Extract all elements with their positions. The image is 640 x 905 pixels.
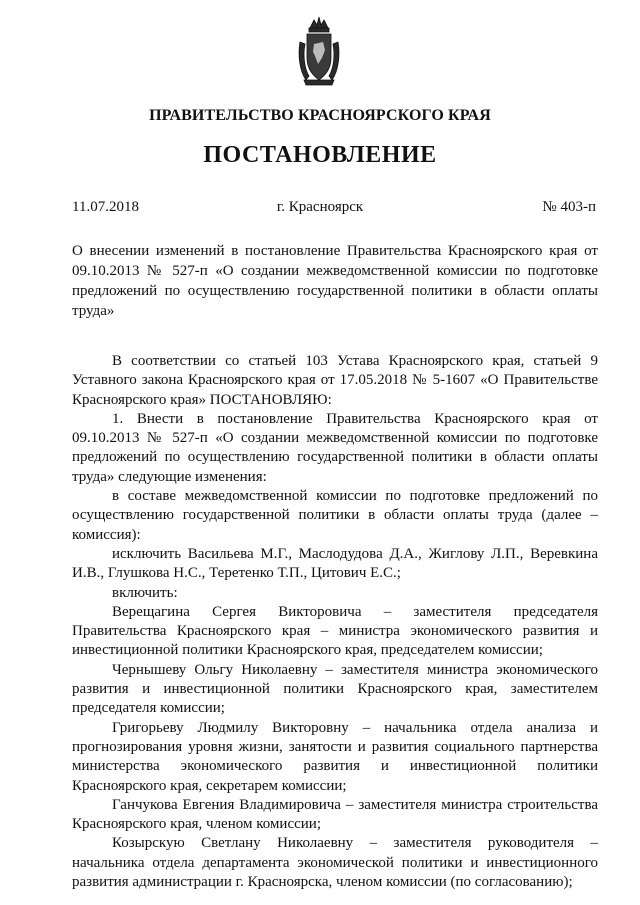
body-paragraph: включить: [112, 584, 178, 601]
document-type-title: ПОСТАНОВЛЕНИЕ [203, 142, 437, 168]
document-city: г. Красноярск [276, 199, 364, 215]
body-paragraph: Григорьеву Людмилу Викторовну – начальника отдела анализа и прогнозирования уровня жизни, занятости и развития социального партнерства министерства экономического развития и инвестиционной политики Красноярского края, секретарем комиссии; [72, 719, 598, 794]
body-paragraph: в составе межведомственной комиссии по подготовке предложений по осуществлению государственной политики в области оплаты труда (далее – комиссия): [72, 488, 598, 543]
body-paragraph: В соответствии со статьей 103 Устава Красноярского края, статьей 9 Уставного закона Красноярского края от 17.05.2018 № 5-1607 «О Правительстве Красноярского края» ПОСТАНОВЛЯЮ: [72, 353, 598, 408]
body-paragraph: 1. Внести в постановление Правительства Красноярского края от 09.10.2013 № 527-п «О создании межведомственной комиссии по подготовке предложений по осуществлению государственной политики в области оплаты труда» следующие изменения: [72, 410, 598, 485]
government-title: ПРАВИТЕЛЬСТВО КРАСНОЯРСКОГО КРАЯ [149, 107, 491, 124]
document-date: 11.07.2018 [72, 199, 139, 215]
document-body [72, 352, 598, 892]
document-subject: О внесении изменений в постановление Правительства Красноярского края от 09.10.2013 № 527-п «О создании межведомственной комиссии по подготовке предложений по осуществлению государственной политики в области оплаты труда» [72, 243, 598, 319]
body-paragraph: Ганчукова Евгения Владимировича – заместителя министра строительства Красноярского края, членом комиссии; [72, 796, 598, 833]
body-paragraph: Верещагина Сергея Викторовича – заместителя председателя Правительства Красноярского края – министра экономического развития и инвестиционной политики Красноярского края, председателем комиссии; [72, 603, 598, 659]
body-paragraph: исключить Васильева М.Г., Маслодудова Д.А., Жиглову Л.П., Веревкина И.В., Глушкова Н.С., Теретенко Т.П., Цитович Е.С.; [72, 545, 598, 582]
document-number: № 403-п [542, 199, 596, 215]
coat-of-arms-emblem [296, 14, 342, 88]
body-paragraph: Козырскую Светлану Николаевну – заместителя руководителя – начальника отдела департамента экономической политики и инвестиционного развития администрации г. Красноярска, членом комиссии (по согласованию); [72, 835, 598, 891]
body-paragraph: Чернышеву Ольгу Николаевну – заместителя министра экономического развития и инвестиционной политики Красноярского края, заместителем председателя комиссии; [72, 661, 598, 717]
